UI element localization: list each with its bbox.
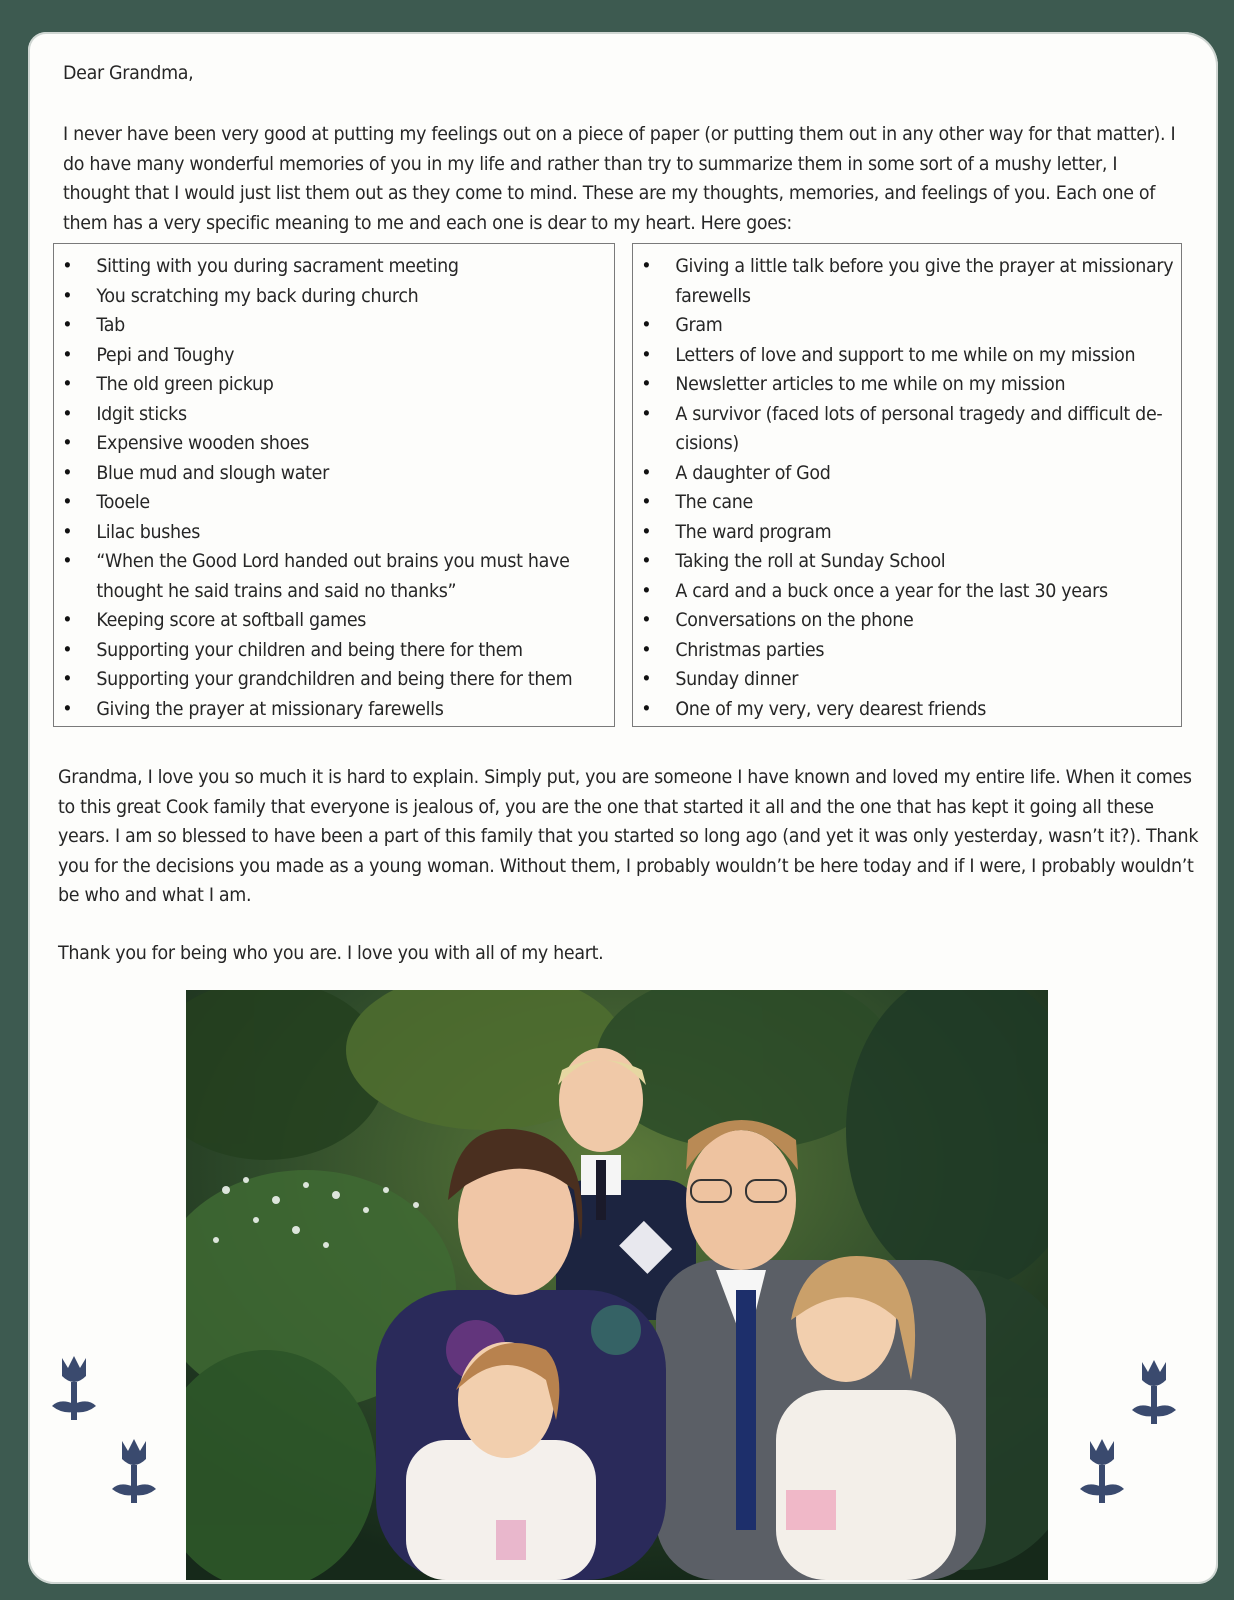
memory-list-item: • Giving the prayer at missionary farewells [54,695,606,725]
letter-closing-paragraph: Grandma, I love you so much it is hard to explain. Simply put, you are someone I have known and loved my entire life. When it comes to this great Cook family that everyone is jealous of, you are the one that started it all and the one that has kept it going all these years. I am so blessed to have been a part of this family that you started so long ago (and yet it was only yesterday, wasn’t it?). Thank you for the decisions you made as a young woman. Without them, I probably wouldn’t be here today and if I were, I probably wouldn’t be who and what I am. [58,766,1199,906]
memory-list-item: • Christmas parties [633,636,1174,666]
memory-list-item: • Tab [54,311,606,341]
memory-list-item: • A card and a buck once a year for the last 30 years [633,577,1174,607]
memory-list-item: • “When the Good Lord handed out brains you must have thought he said trains and said no thanks” [54,547,606,606]
memory-list-item: • Letters of love and support to me while on my mission [633,341,1174,371]
tulip-sticker-icon [1078,1437,1126,1507]
tulip-sticker-icon [50,1354,98,1424]
memory-list-item: • Sunday dinner [633,665,1174,695]
memories-list-right [632,243,1182,727]
memory-list-item: • Giving a little talk before you give the prayer at missionary farewells [633,252,1174,311]
memory-list-item: • The ward program [633,518,1174,548]
tulip-sticker-icon [1130,1358,1178,1428]
memory-list-item: • You scratching my back during church [54,282,606,312]
memory-list-item: • Keeping score at softball games [54,606,606,636]
letter-thanks-line: Thank you for being who you are. I love you with all of my heart. [58,942,604,964]
memory-list-item: • Gram [633,311,1174,341]
memory-list-item: • Conversations on the phone [633,606,1174,636]
memory-list-item: • Lilac bushes [54,518,606,548]
memories-right-items [633,244,1174,724]
letter-greeting: Dear Grandma, [63,62,194,84]
memory-list-item: • Supporting your grandchildren and being there for them [54,665,606,695]
tulip-sticker-icon [110,1437,158,1507]
letter-intro-paragraph: I never have been very good at putting my feelings out on a piece of paper (or putting them out in any other way for that matter). I do have many wonderful memories of you in my life and rather than try to summarize them in some sort of a mushy letter, I thought that I would just list them out as they come to mind. These are my thoughts, memories, and feelings of you. Each one of them has a very specific meaning to me and each one is dear to my heart. Here goes: [63,123,1176,234]
memory-list-item: • The old green pickup [54,370,606,400]
memory-list-item: • A daughter of God [633,459,1174,489]
memory-list-item: • A survivor (faced lots of personal tragedy and difficult de-cisions) [633,400,1174,459]
memory-list-item: • Tooele [54,488,606,518]
memory-list-item: • Sitting with you during sacrament meeting [54,252,606,282]
memories-left-items [54,244,606,724]
memory-list-item: • Blue mud and slough water [54,459,606,489]
scrapbook-page [28,32,1218,1584]
memory-list-item: • Taking the roll at Sunday School [633,547,1174,577]
memory-list-item: • Supporting your children and being there for them [54,636,606,666]
memories-list-left [53,243,615,727]
family-photo [186,990,1048,1580]
memory-list-item: • Expensive wooden shoes [54,429,606,459]
memory-list-item: • Pepi and Toughy [54,341,606,371]
memory-list-item: • Newsletter articles to me while on my mission [633,370,1174,400]
memory-list-item: • One of my very, very dearest friends [633,695,1174,725]
memory-list-item: • The cane [633,488,1174,518]
family-photo-illustration [186,990,1048,1580]
memory-list-item: • Idgit sticks [54,400,606,430]
